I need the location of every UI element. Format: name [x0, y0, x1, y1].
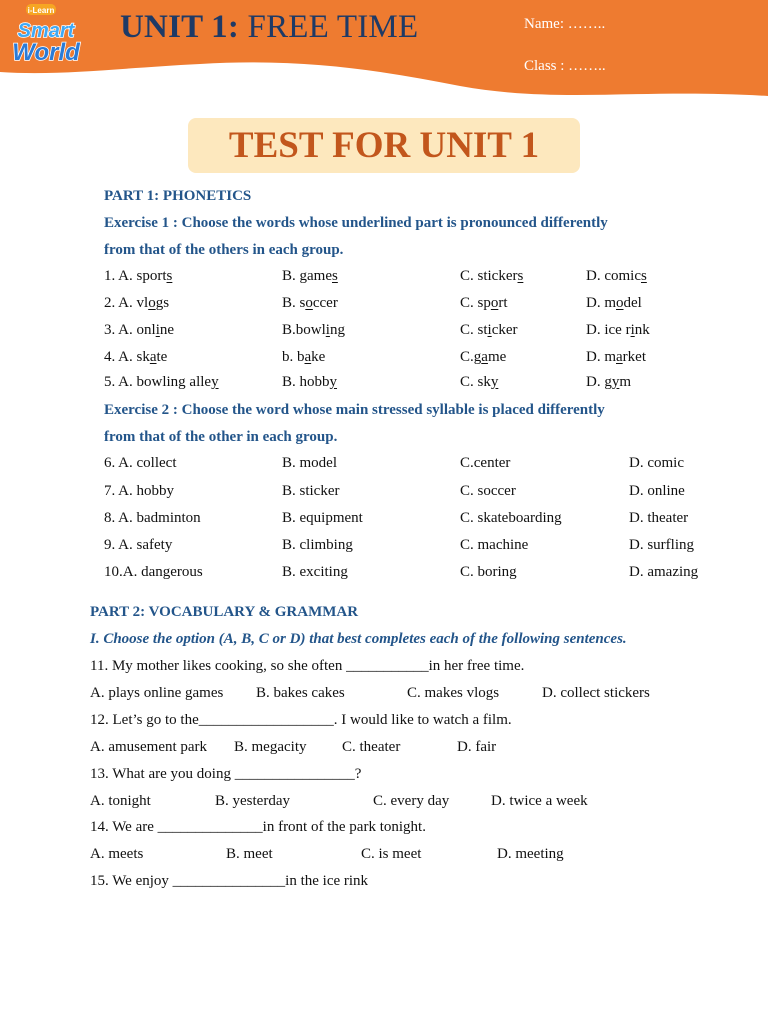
- header-banner: [0, 0, 768, 110]
- ex1-q3-option-c: C. sticker: [460, 322, 518, 338]
- ex2-q10-option-b: B. exciting: [282, 564, 348, 580]
- q11-option-b: B. bakes cakes: [256, 685, 345, 701]
- ex1-q4-option-c: C.game: [460, 349, 507, 365]
- q11-option-d: D. collect stickers: [542, 685, 650, 701]
- q13-option-b: B. yesterday: [215, 793, 290, 809]
- q14-option-a: A. meets: [90, 846, 144, 862]
- q12-option-a: A. amusement park: [90, 739, 208, 755]
- ex2-q10-option-a: 10.A. dangerous: [104, 564, 203, 580]
- q14-option-b: B. meet: [226, 846, 273, 862]
- ex2-q7-option-d: D. online: [629, 483, 685, 499]
- q12-option-d: D. fair: [457, 739, 497, 755]
- ex1-q1-option-d: D. comics: [586, 268, 647, 284]
- q14-option-d: D. meeting: [497, 846, 564, 862]
- unit-name: FREE TIME: [247, 9, 419, 45]
- ex2-q7-option-c: C. soccer: [460, 483, 516, 499]
- ex2-q9-option-b: B. climbing: [282, 537, 353, 553]
- ex1-q5-option-d: D. gym: [586, 374, 632, 390]
- ex1-q3-option-d: D. ice rink: [586, 322, 650, 338]
- ex2-q6-option-a: 6. A. collect: [104, 455, 177, 471]
- ex2-q8-option-c: C. skateboarding: [460, 510, 562, 526]
- ex1-q1-option-b: B. games: [282, 268, 338, 284]
- ex1-q3-option-a: 3. A. online: [104, 322, 175, 338]
- q11-option-a: A. plays online games: [90, 685, 224, 701]
- exercise2-instruction-line1: Exercise 2 : Choose the word whose main stressed syllable is placed differently: [104, 402, 605, 418]
- ex1-q5-option-b: B. hobby: [282, 374, 338, 390]
- ex2-q7-option-b: B. sticker: [282, 483, 340, 499]
- unit-label: UNIT 1:: [120, 9, 240, 45]
- q12-option-b: B. megacity: [234, 739, 307, 755]
- svg-text:Smart: Smart: [17, 20, 75, 42]
- ex1-q2-option-d: D. model: [586, 295, 642, 311]
- part1-heading: PART 1: PHONETICS: [104, 188, 252, 204]
- exercise1-instruction-line1: Exercise 1 : Choose the words whose underlined part is pronounced differently: [104, 215, 608, 231]
- part2-instruction: I. Choose the option (A, B, C or D) that best completes each of the following sentences.: [90, 631, 627, 647]
- part2-heading: PART 2: VOCABULARY & GRAMMAR: [90, 604, 359, 620]
- unit-title: [120, 9, 418, 46]
- ex1-q4-option-d: D. market: [586, 349, 646, 365]
- ex1-q4-option-b: b. bake: [282, 349, 326, 365]
- svg-text:World: World: [12, 39, 80, 66]
- ex1-q2-option-c: C. sport: [460, 295, 508, 311]
- question-12: 12. Let’s go to the__________________. I would like to watch a film.: [90, 712, 512, 728]
- q11-option-c: C. makes vlogs: [407, 685, 500, 701]
- smart-world-logo: [0, 0, 92, 68]
- ex2-q10-option-c: C. boring: [460, 564, 517, 580]
- question-13: 13. What are you doing ________________?: [90, 766, 362, 782]
- ex2-q8-option-a: 8. A. badminton: [104, 510, 201, 526]
- ex2-q8-option-b: B. equipment: [282, 510, 363, 526]
- ex1-q2-option-a: 2. A. vlogs: [104, 295, 170, 311]
- ex1-q5-option-a: 5. A. bowling alley: [104, 374, 219, 390]
- q13-option-c: C. every day: [373, 793, 450, 809]
- q14-option-c: C. is meet: [361, 846, 422, 862]
- ex1-q5-option-c: C. sky: [460, 374, 499, 390]
- ex2-q6-option-b: B. model: [282, 455, 337, 471]
- svg-text:i-Learn: i-Learn: [27, 6, 55, 15]
- ex1-q2-option-b: B. soccer: [282, 295, 338, 311]
- question-14: 14. We are ______________in front of the park tonight.: [90, 819, 426, 835]
- ex2-q6-option-c: C.center: [460, 455, 511, 471]
- class-field: Class : ……..: [524, 58, 606, 74]
- ex1-q1-option-c: C. stickers: [460, 268, 524, 284]
- q13-option-d: D. twice a week: [491, 793, 588, 809]
- exercise2-instruction-line2: from that of the other in each group.: [104, 429, 338, 445]
- ex2-q10-option-d: D. amazing: [629, 564, 699, 580]
- ex1-q4-option-a: 4. A. skate: [104, 349, 168, 365]
- ex1-q1-option-a: 1. A. sports: [104, 268, 173, 284]
- ex2-q9-option-d: D. surfling: [629, 537, 694, 553]
- exercise1-instruction-line2: from that of the others in each group.: [104, 242, 344, 258]
- ex2-q8-option-d: D. theater: [629, 510, 689, 526]
- question-11: 11. My mother likes cooking, so she often ___________in her free time.: [90, 658, 525, 674]
- q12-option-c: C. theater: [342, 739, 401, 755]
- ex1-q3-option-b: B.bowling: [282, 322, 345, 338]
- name-field: Name: ……..: [524, 16, 606, 32]
- ex2-q9-option-a: 9. A. safety: [104, 537, 173, 553]
- question-15: 15. We enjoy _______________in the ice rink: [90, 873, 369, 889]
- ex2-q6-option-d: D. comic: [629, 455, 684, 471]
- test-title: TEST FOR UNIT 1: [188, 118, 580, 173]
- q13-option-a: A. tonight: [90, 793, 151, 809]
- ex2-q9-option-c: C. machine: [460, 537, 529, 553]
- ex2-q7-option-a: 7. A. hobby: [104, 483, 175, 499]
